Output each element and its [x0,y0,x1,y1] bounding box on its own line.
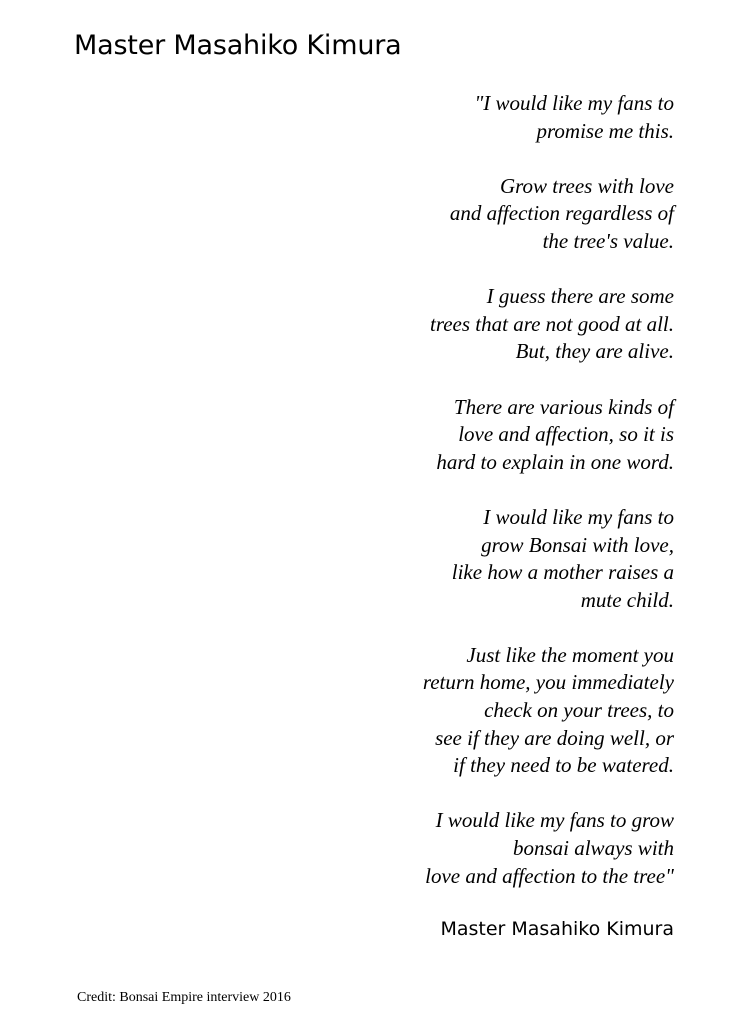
quote-stanza [254,173,674,256]
page-title: Master Masahiko Kimura [74,30,402,61]
quote-line: Just like the moment you [466,642,674,667]
quote-line: the tree's value. [542,228,674,253]
quote-block [254,90,674,890]
quote-line: I guess there are some [486,284,674,309]
quote-line: check on your trees, to [484,698,674,723]
quote-line: mute child. [580,587,674,612]
quote-stanza [254,90,674,145]
quote-attribution: Master Masahiko Kimura [440,918,674,940]
credit-note: Credit: Bonsai Empire interview 2016 [77,990,291,1005]
quote-line: grow Bonsai with love, [481,532,674,557]
quote-line: love and affection, so it is [458,422,674,447]
quote-line: "I would like my fans to [474,91,674,115]
quote-line: trees that are not good at all. [429,311,674,336]
quote-line: see if they are doing well, or [435,725,674,750]
quote-stanza [254,807,674,890]
quote-stanza [254,283,674,366]
quote-line: return home, you immediately [422,670,674,695]
quote-line: and affection regardless of [449,201,674,226]
quote-stanza [254,394,674,477]
quote-line: love and affection to the tree" [425,863,674,888]
quote-line: Grow trees with love [499,173,674,198]
quote-line: But, they are alive. [515,339,674,364]
quote-stanza [254,504,674,614]
quote-line: if they need to be watered. [453,753,674,778]
quote-line: I would like my fans to grow [435,808,674,833]
quote-line: promise me this. [536,118,674,143]
quote-line: I would like my fans to [483,504,674,529]
quote-stanza [254,642,674,780]
quote-line: bonsai always with [512,836,674,861]
quote-line: There are various kinds of [453,394,674,419]
quote-line: hard to explain in one word. [436,449,674,474]
quote-line: like how a mother raises a [451,560,674,585]
